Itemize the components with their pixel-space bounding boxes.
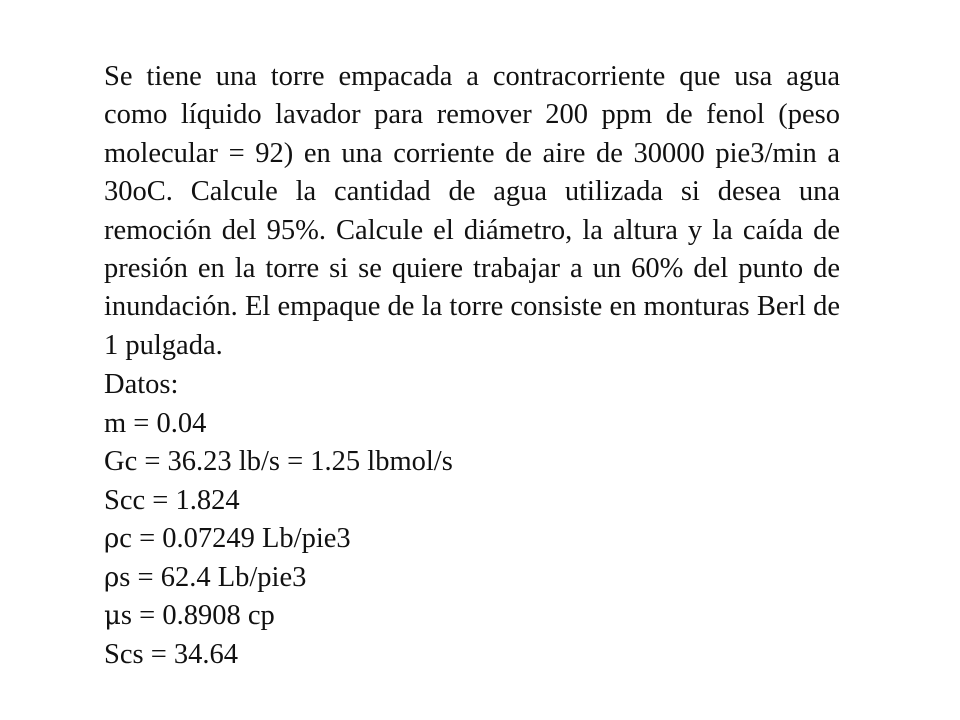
data-value: c = 0.07249 Lb/pie3 — [119, 523, 351, 554]
data-line — [104, 597, 840, 636]
data-line — [104, 559, 840, 598]
data-line — [104, 636, 840, 675]
data-value: Scs = 34.64 — [104, 638, 239, 670]
rho-symbol: ρ — [104, 562, 120, 593]
data-line — [104, 405, 840, 444]
data-value: Gc = 36.23 lb/s = 1.25 lbmol/s — [104, 446, 453, 477]
data-value: Scc = 1.824 — [104, 484, 240, 516]
data-line — [104, 482, 840, 521]
data-value: s = 62.4 Lb/pie3 — [119, 561, 307, 593]
data-value: m = 0.04 — [104, 407, 207, 439]
problem-statement: Se tiene una torre empacada a contracorriente que usa agua como líquido lavador para remover 200 ppm de fenol (peso molecular = 92) en una corriente de aire de 30000 pie3/min a 30oC. Calcule la cantidad de agua utilizada si desea una remoción del 95%. Calcule el diámetro, la altura y la caída de presión en la torre si se quiere trabajar a un 60% del punto de inundación. El empaque de la torre consiste en monturas Berl de 1 pulgada. — [104, 61, 840, 361]
mu-symbol: μ — [104, 601, 121, 631]
rho-symbol: ρ — [104, 524, 120, 554]
data-line — [104, 443, 840, 482]
data-list — [104, 366, 840, 674]
data-heading: Datos: — [104, 369, 179, 400]
data-value: s = 0.8908 cp — [120, 600, 275, 631]
data-line — [104, 520, 840, 559]
